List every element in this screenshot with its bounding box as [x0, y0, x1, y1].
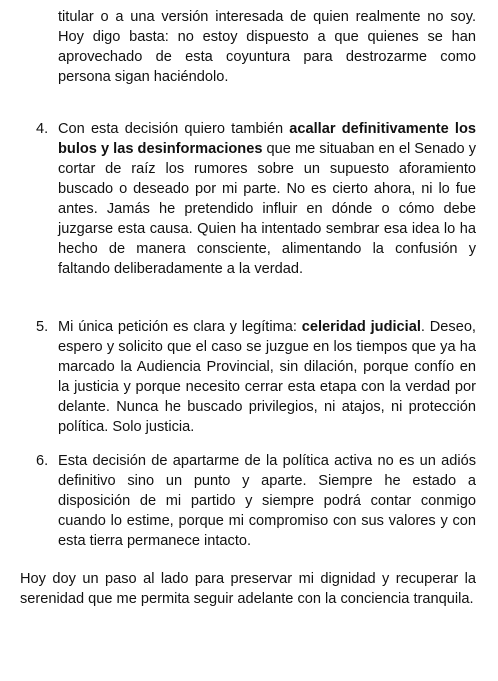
list-item-5 — [36, 317, 476, 437]
bold-emphasis: acallar definitivamente los bulos y las desinformaciones — [58, 121, 476, 157]
continuation-paragraph: titular o a una versión interesada de quien realmente no soy. Hoy digo basta: no estoy dispuesto a que quienes se han aprovechado de esta coyuntura para destrozarme como persona sigan haciéndolo. — [58, 9, 476, 85]
list-item-text — [58, 119, 476, 279]
list-number: 4. — [36, 121, 49, 137]
list-number: 5. — [36, 319, 49, 335]
text-run: Mi única petición es clara y legítima: — [58, 319, 302, 335]
bold-emphasis: celeridad judicial — [301, 319, 421, 335]
list-item-4 — [36, 119, 476, 279]
list-number: 6. — [36, 453, 49, 469]
list-item-text — [58, 317, 476, 437]
text-run: . Deseo, espero y solicito que el caso se juzgue en los tiempos que ya ha marcado la Audiencia Provincial, sin dilación, porque confío en la justicia y porque necesito cerrar esta etapa con la verdad por delante. Nunca he buscado privilegios, ni atajos, ni protección política. Solo justicia. — [58, 319, 476, 435]
list-item-text: Esta decisión de apartarme de la política activa no es un adiós definitivo sino un punto y aparte. Siempre he estado a disposición de mi partido y siempre podrá contar conmigo cuando lo estime, porque mi compromiso con sus valores y con esta tierra permanece intacto. — [58, 453, 476, 549]
closing-paragraph: Hoy doy un paso al lado para preservar mi dignidad y recuperar la serenidad que me permita seguir adelante con la conciencia tranquila. — [20, 571, 476, 607]
text-run: Con esta decisión quiero también — [58, 121, 290, 137]
list-item-6 — [36, 451, 476, 551]
text-run: que me situaban en el Senado y cortar de raíz los rumores sobre un supuesto aforamiento buscado o deseado por mi parte. No es cierto ahora, ni lo fue antes. Jamás he pretendido influir en dónde o cómo debe juzgarse esta causa. Quien ha intentado sembrar esa idea lo ha hecho de manera consciente, alimentando la confusión y faltando deliberadamente a la verdad. — [58, 141, 476, 277]
